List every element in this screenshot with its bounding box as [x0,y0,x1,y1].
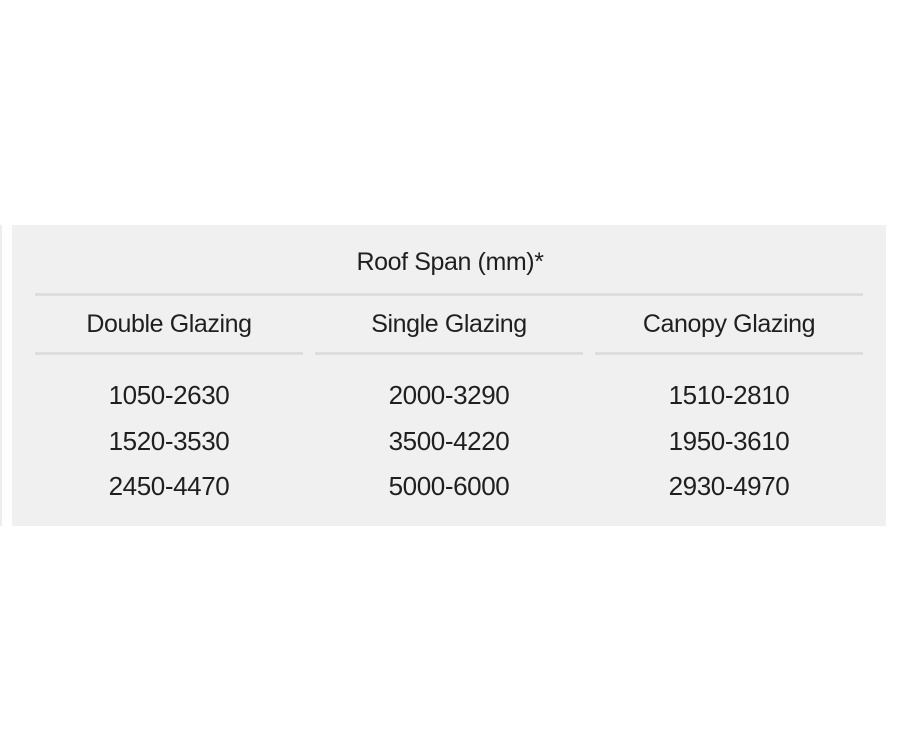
column-single-glazing [315,307,583,501]
table-cell: 1520-3530 [108,425,230,456]
table-title: Roof Span (mm)* [356,248,544,276]
table-cell: 2930-4970 [668,471,790,501]
column-values-canopy-glazing [595,377,863,514]
column-values-single-glazing [315,377,583,514]
table-cell: 1050-2630 [108,380,230,410]
title-divider [35,293,863,296]
column-double-glazing [35,307,303,501]
table-cell: 5000-6000 [388,471,510,501]
column-header-canopy-glazing: Canopy Glazing [642,310,816,338]
table-cell: 2000-3290 [388,380,510,410]
table-cell: 1950-3610 [668,425,790,456]
table-cell: 1510-2810 [668,380,790,410]
column-header-single-glazing: Single Glazing [371,310,527,338]
column-canopy-glazing [595,307,863,501]
column-values-double-glazing [35,377,303,514]
column-header-double-glazing: Double Glazing [86,310,252,338]
header-divider-single-glazing [315,352,583,355]
table-cell: 3500-4220 [388,425,510,456]
header-divider-double-glazing [35,352,303,355]
header-divider-canopy-glazing [595,352,863,355]
table-cell: 2450-4470 [108,471,230,501]
